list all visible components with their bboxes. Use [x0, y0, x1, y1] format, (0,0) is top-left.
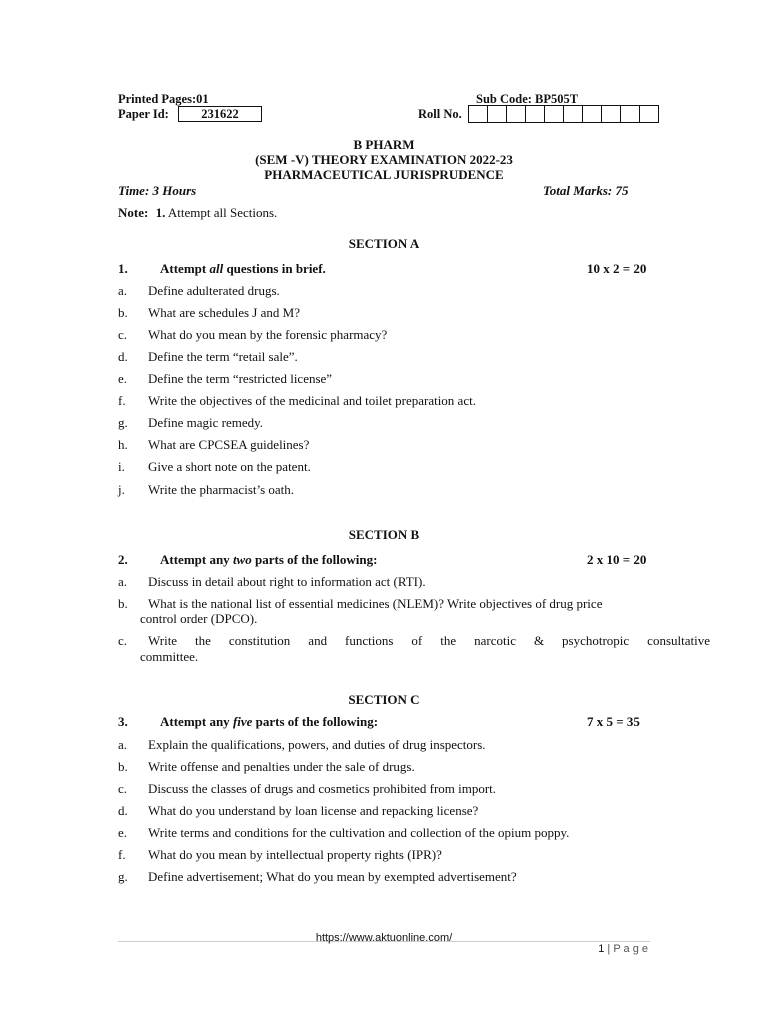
list-item-letter: e. — [118, 371, 128, 386]
page-number-value: 1 — [598, 943, 605, 955]
list-item-letter: f. — [118, 393, 126, 408]
list-item-letter: d. — [118, 349, 128, 364]
page-number — [598, 943, 648, 955]
question-2-number: 2. — [118, 552, 128, 567]
list-item: Write the pharmacist’s oath. — [148, 482, 295, 497]
roll-cell[interactable] — [545, 106, 564, 122]
list-item: Discuss in detail about right to information act (RTI). — [148, 574, 426, 589]
list-item: What is the national list of essential medicines (NLEM)? Write objectives of drug price — [148, 596, 603, 611]
total-marks: Total Marks: 75 — [543, 183, 629, 198]
list-item: Give a short note on the patent. — [148, 459, 311, 474]
subject-title: PHARMACEUTICAL JURISPRUDENCE — [264, 167, 504, 182]
list-item-letter: b. — [118, 596, 128, 611]
list-item: Explain the qualifications, powers, and duties of drug inspectors. — [148, 737, 486, 752]
paper-id-box — [178, 106, 262, 122]
list-item-letter: d. — [118, 803, 128, 818]
roll-cell[interactable] — [602, 106, 621, 122]
list-item: What do you understand by loan license and repacking license? — [148, 803, 479, 818]
question-1-number: 1. — [118, 261, 128, 276]
list-item: Define adulterated drugs. — [148, 283, 280, 298]
list-item: Write offense and penalties under the sale of drugs. — [148, 759, 415, 774]
question-2-marks: 2 x 10 = 20 — [587, 552, 647, 567]
section-a-heading: SECTION A — [348, 236, 420, 251]
roll-cell[interactable] — [621, 106, 640, 122]
course-title: B PHARM — [353, 137, 415, 152]
roll-cell[interactable] — [469, 106, 488, 122]
roll-cell[interactable] — [526, 106, 545, 122]
list-item-letter: a. — [118, 574, 128, 589]
list-item-letter: a. — [118, 283, 128, 298]
page-separator: | — [604, 943, 614, 955]
list-item: Discuss the classes of drugs and cosmetics prohibited from import. — [148, 781, 497, 796]
roll-cell[interactable] — [507, 106, 526, 122]
list-item: Write terms and conditions for the cultivation and collection of the opium poppy. — [148, 825, 570, 840]
roll-no-label: Roll No. — [418, 107, 462, 121]
note-label: Note: — [118, 205, 149, 220]
list-item-letter: h. — [118, 437, 128, 452]
list-item: What are CPCSEA guidelines? — [148, 437, 310, 452]
list-item-letter: b. — [118, 305, 128, 320]
list-item: Write the constitution and functions of the narcotic & psychotropic consultative — [148, 633, 710, 648]
list-item: What are schedules J and M? — [148, 305, 300, 320]
list-item-letter: b. — [118, 759, 128, 774]
list-item-continuation: control order (DPCO). — [140, 611, 258, 626]
list-item-continuation: committee. — [140, 649, 199, 664]
time-label: Time: 3 Hours — [118, 183, 197, 198]
roll-cell[interactable] — [583, 106, 602, 122]
note — [118, 205, 277, 221]
printed-pages: Printed Pages:01 — [118, 92, 209, 106]
question-2-instruction: Attempt any two parts of the following: — [160, 552, 378, 567]
list-item: What do you mean by the forensic pharmacy? — [148, 327, 388, 342]
question-3-marks: 7 x 5 = 35 — [587, 714, 640, 729]
roll-cell[interactable] — [564, 106, 583, 122]
page-word: P a g e — [613, 943, 648, 955]
question-3-instruction: Attempt any five parts of the following: — [160, 714, 379, 729]
list-item: Write the objectives of the medicinal and toilet preparation act. — [148, 393, 476, 408]
list-item: Define the term “restricted license” — [148, 371, 333, 386]
question-1-instruction: Attempt all questions in brief. — [160, 261, 326, 276]
list-item-letter: c. — [118, 633, 128, 648]
list-item-letter: i. — [118, 459, 125, 474]
question-3-number: 3. — [118, 714, 128, 729]
paper-id-label: Paper Id: — [118, 107, 169, 121]
list-item: Define magic remedy. — [148, 415, 264, 430]
list-item-letter: f. — [118, 847, 126, 862]
roll-cell[interactable] — [488, 106, 507, 122]
roll-no-boxes[interactable] — [468, 105, 659, 123]
question-1-marks: 10 x 2 = 20 — [587, 261, 647, 276]
roll-cell[interactable] — [640, 106, 658, 122]
list-item-letter: a. — [118, 737, 128, 752]
list-item-letter: g. — [118, 869, 128, 884]
footer-url[interactable]: https://www.aktuonline.com/ — [315, 932, 453, 944]
list-item-letter: c. — [118, 327, 128, 342]
list-item: Define advertisement; What do you mean by exempted advertisement? — [148, 869, 517, 884]
note-text: Attempt all Sections. — [167, 205, 278, 220]
list-item-letter: e. — [118, 825, 128, 840]
exam-title: (SEM -V) THEORY EXAMINATION 2022-23 — [255, 152, 513, 167]
list-item: What do you mean by intellectual property rights (IPR)? — [148, 847, 442, 862]
list-item-letter: c. — [118, 781, 128, 796]
section-c-heading: SECTION C — [348, 692, 420, 707]
list-item-letter: g. — [118, 415, 128, 430]
note-number: 1. — [155, 205, 166, 220]
section-b-heading: SECTION B — [348, 527, 420, 542]
list-item-letter: j. — [118, 482, 125, 497]
list-item: Define the term “retail sale”. — [148, 349, 298, 364]
sub-code: Sub Code: BP505T — [476, 92, 579, 106]
paper-id-value: 231622 — [201, 107, 239, 121]
